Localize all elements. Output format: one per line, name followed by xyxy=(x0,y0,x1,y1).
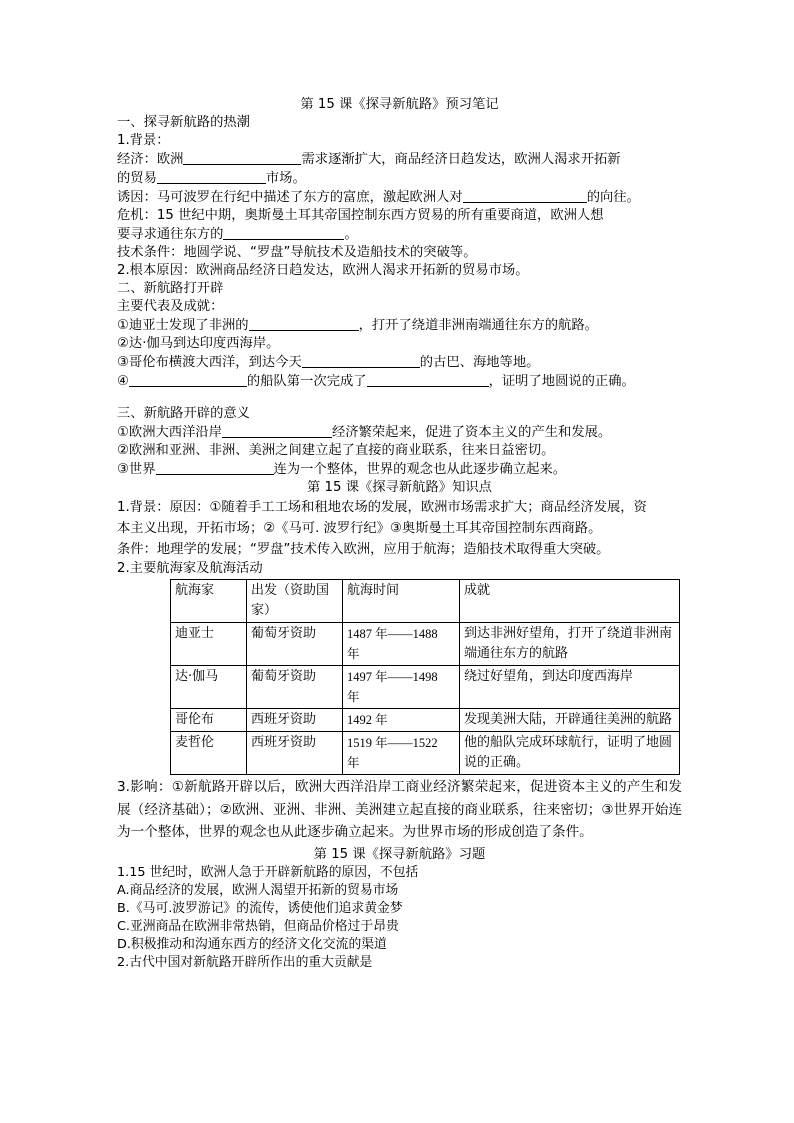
question-1: 1.15 世纪时，欧洲人急于开辟新航路的原因，不包括 xyxy=(117,864,419,880)
table-header: 出发（资助国家） xyxy=(247,580,343,623)
table-row: 哥伦布 西班牙资助 1492 年 发现美洲大陆，开辟通往美洲的航路 xyxy=(171,709,680,732)
section-heading-3: 三、新航路开辟的意义 xyxy=(117,406,250,421)
question-1-option-d: D.积极推动和沟通东西方的经济文化交流的渠道 xyxy=(117,936,387,952)
question-1-option-b: B.《马可.波罗游记》的流传，诱使他们追求黄金梦 xyxy=(117,900,403,916)
fill-blank[interactable] xyxy=(183,150,301,165)
economy-line-cont: 的贸易 市场。 xyxy=(117,171,306,186)
question-1-option-c: C.亚洲商品在欧洲非常热销，但商品价格过于昂贵 xyxy=(117,918,399,934)
fill-blank[interactable] xyxy=(302,353,420,368)
navigator-table xyxy=(170,579,680,775)
navigator-list-heading: 2.主要航海家及航海活动 xyxy=(117,561,263,576)
question-2: 2.古代中国对新航路开辟所作出的重大贡献是 xyxy=(117,954,373,970)
rep-magellan: ④ 的船队第一次完成了 ，证明了地圆说的正确。 xyxy=(117,374,635,389)
root-cause-line: 2.根本原因：欧洲商品经济日趋发达，欧洲人渴求开拓新的贸易市场。 xyxy=(117,263,529,278)
meaning-1: ①欧洲大西洋沿岸 经济繁荣起来，促进了资本主义的产生和发展。 xyxy=(117,425,612,440)
crisis-line-cont: 要寻求通往东方的 。 xyxy=(117,227,358,242)
fill-blank[interactable] xyxy=(129,372,247,387)
lure-line: 诱因：马可波罗在行纪中描述了东方的富庶，激起欧洲人对 的向往。 xyxy=(117,190,640,205)
fill-blank[interactable] xyxy=(249,316,359,331)
table-header: 航海家 xyxy=(171,580,247,623)
table-row: 迪亚士 葡萄牙资助 1487 年——1488 年 到达非洲好望角，打开了绕道非洲南端通往东方的航路 xyxy=(171,623,680,666)
knowledge-background: 1.背景：原因：①随着手工工场和租地农场的发展，欧洲市场需求扩大；商品经济发展，资 本主义出现，开拓市场；②《马可. 波罗行纪》③奥斯曼土耳其帝国控制东西商路。 条件：地理学的发展；“罗盘”技术传入欧洲，应用于航海；造船技术取得重大突破。 xyxy=(117,500,647,557)
exercise-title: 第 15 课《探寻新航路》习题 xyxy=(313,846,486,862)
meaning-2: ②欧洲和亚洲、非洲、美洲之间建立起了直接的商业联系，往来日益密切。 xyxy=(117,443,555,458)
meaning-3: ③世界 连为一个整体，世界的观念也从此逐步确立起来。 xyxy=(117,462,567,477)
background-label: 1.背景： xyxy=(117,133,170,148)
table-row: 达·伽马 葡萄牙资助 1497 年——1498 年 绕过好望角，到达印度西海岸 xyxy=(171,666,680,709)
section-heading-2: 二、新航路打开辟 xyxy=(117,281,224,296)
table-row: 麦哲伦 西班牙资助 1519 年——1522 年 他的船队完成环球航行，证明了地圆说的正确。 xyxy=(171,732,680,775)
crisis-line: 危机：15 世纪中期，奥斯曼土耳其帝国控制东西方贸易的所有重要商道，欧洲人想 xyxy=(117,208,604,223)
table-header-row xyxy=(171,580,680,623)
table-header: 成就 xyxy=(460,580,680,623)
fill-blank[interactable] xyxy=(157,169,266,184)
question-1-option-a: A.商品经济的发展，欧洲人渴望开拓新的贸易市场 xyxy=(117,882,399,898)
preview-title: 第 15 课《探寻新航路》预习笔记 xyxy=(300,97,499,112)
rep-columbus: ③哥伦布横渡大西洋，到达今天 的古巴、海地等地。 xyxy=(117,355,540,370)
representatives-label: 主要代表及成就： xyxy=(117,299,224,314)
knowledge-title: 第 15 课《探寻新航路》知识点 xyxy=(307,480,492,495)
impact-paragraph: 3.影响：①新航路开辟以后，欧洲大西洋沿岸工商业经济繁荣起来，促进资本主义的产生和发展（经济基础）；②欧洲、亚洲、非洲、美洲建立起直接的商业联系，往来密切；③世界开始连为一个整体，世界的观念也从此逐步确立起来。为世界市场的形成创造了条件。 xyxy=(117,779,682,840)
rep-gama: ②达·伽马到达印度西海岸。 xyxy=(117,336,280,351)
economy-line: 经济：欧洲 需求逐渐扩大，商品经济日趋发达，欧洲人渴求开拓新 xyxy=(117,152,621,167)
table-header: 航海时间 xyxy=(343,580,460,623)
fill-blank[interactable] xyxy=(156,460,274,475)
fill-blank[interactable] xyxy=(367,372,489,387)
fill-blank[interactable] xyxy=(463,188,587,203)
rep-dias: ①迪亚士发现了非洲的 ，打开了绕道非洲南端通往东方的航路。 xyxy=(117,318,598,333)
tech-line: 技术条件：地圆学说、“罗盘”导航技术及造船技术的突破等。 xyxy=(117,245,477,260)
document-page xyxy=(117,96,682,972)
fill-blank[interactable] xyxy=(223,225,344,240)
fill-blank[interactable] xyxy=(222,423,332,438)
section-heading-1: 一、探寻新航路的热潮 xyxy=(117,115,250,130)
